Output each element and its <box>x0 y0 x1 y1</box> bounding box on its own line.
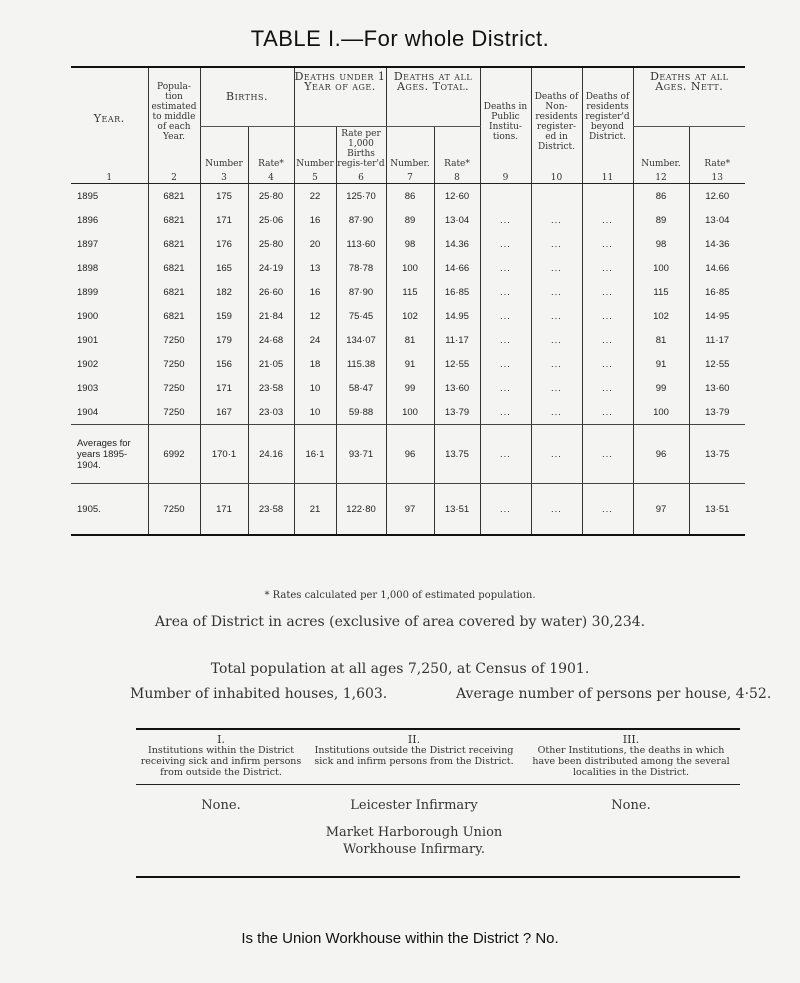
cell-u-num: 13 <box>294 256 336 280</box>
column-number: 11 <box>582 169 633 184</box>
cell-u-num: 18 <box>294 352 336 376</box>
cell-c9: ... <box>480 484 531 536</box>
table-row <box>71 304 745 328</box>
cell-n-num: 89 <box>633 208 689 232</box>
cell-year: 1899 <box>77 286 99 298</box>
cell-b-rate: 25·06 <box>248 208 294 232</box>
page-title: TABLE I.—For whole District. <box>250 26 550 51</box>
cell-c10: ... <box>531 352 582 376</box>
cell-a-num: 100 <box>386 256 434 280</box>
cell-a-rate: 13·04 <box>434 208 480 232</box>
cell-u-rate: 93·71 <box>336 425 386 484</box>
cell-c11: ... <box>582 232 633 256</box>
cell-b-num: 171 <box>200 484 248 536</box>
header-deaths-all-ages: Deaths at all Ages. Total. <box>386 68 480 127</box>
cell-year: 1903 <box>77 382 99 394</box>
cell-c11: ... <box>582 352 633 376</box>
cell-c9: ... <box>480 400 531 425</box>
cell-n-rate: 14·36 <box>689 232 745 256</box>
cell-pop: 6821 <box>148 256 200 280</box>
cell-a-num: 86 <box>386 184 434 209</box>
cell-n-rate: 11·17 <box>689 328 745 352</box>
column-number: 8 <box>434 169 480 184</box>
cell-c10: ... <box>531 256 582 280</box>
roman-numeral: II. <box>407 733 421 746</box>
cell-a-num: 98 <box>386 232 434 256</box>
cell-b-num: 176 <box>200 232 248 256</box>
cell-c9: ... <box>480 328 531 352</box>
cell-c10: ... <box>531 280 582 304</box>
cell-n-rate: 13·04 <box>689 208 745 232</box>
cell-c10: ... <box>531 328 582 352</box>
cell-year: Averages for years 1895-1904. <box>71 425 148 484</box>
cell-a-num: 100 <box>386 400 434 425</box>
cell-pop: 6821 <box>148 208 200 232</box>
column-number: 9 <box>480 169 531 184</box>
institution-name: Leicester Infirmary <box>350 798 478 813</box>
cell-b-rate: 25·80 <box>248 184 294 209</box>
column-number: 6 <box>336 169 386 184</box>
table-row <box>71 256 745 280</box>
cell-u-num: 21 <box>294 484 336 536</box>
cell-n-num: 96 <box>633 425 689 484</box>
cell-b-num: 171 <box>200 208 248 232</box>
cell-a-rate: 12·60 <box>434 184 480 209</box>
cell-u-num: 16 <box>294 280 336 304</box>
institutions-col1-value: None. <box>201 798 241 813</box>
cell-n-rate: 12.60 <box>689 184 745 209</box>
cell-pop: 7250 <box>148 352 200 376</box>
cell-u-rate: 87·90 <box>336 208 386 232</box>
cell-c10: ... <box>531 400 582 425</box>
cell-b-num: 171 <box>200 376 248 400</box>
institution-name: Market Harborough Union Workhouse Infirmary. <box>325 825 503 857</box>
cell-a-num: 115 <box>386 280 434 304</box>
cell-a-num: 97 <box>386 484 434 536</box>
cell-c11 <box>582 184 633 209</box>
cell-n-rate: 12·55 <box>689 352 745 376</box>
cell-a-rate: 16·85 <box>434 280 480 304</box>
cell-pop: 7250 <box>148 484 200 536</box>
cell-a-num: 99 <box>386 376 434 400</box>
header-births: Births. <box>200 68 294 127</box>
column-number: 12 <box>633 169 689 184</box>
header-residents-beyond: Deaths of residents register'd beyond District. <box>582 68 633 169</box>
cell-pop: 6992 <box>148 425 200 484</box>
cell-c11: ... <box>582 484 633 536</box>
cell-b-num: 182 <box>200 280 248 304</box>
cell-b-num: 165 <box>200 256 248 280</box>
cell-a-rate: 14·66 <box>434 256 480 280</box>
cell-a-num: 102 <box>386 304 434 328</box>
cell-year: 1904 <box>77 406 99 418</box>
header-year: Year. <box>93 111 125 125</box>
table-row <box>71 425 745 484</box>
cell-b-num: 159 <box>200 304 248 328</box>
cell-c9 <box>480 184 531 209</box>
header-all-rate: Rate* <box>434 127 480 170</box>
header-under1-rate: Rate per 1,000 Births regis-ter'd <box>336 127 386 170</box>
header-under1-number: Number <box>294 127 336 170</box>
cell-a-rate: 11·17 <box>434 328 480 352</box>
cell-n-num: 100 <box>633 256 689 280</box>
cell-u-rate: 125·70 <box>336 184 386 209</box>
roman-numeral: I. <box>217 733 225 746</box>
cell-n-num: 98 <box>633 232 689 256</box>
cell-pop: 6821 <box>148 184 200 209</box>
header-text: Other Institutions, the deaths in which have been distributed among the several localities in the District. <box>532 745 730 778</box>
cell-b-rate: 23·58 <box>248 484 294 536</box>
cell-pop: 6821 <box>148 304 200 328</box>
cell-b-rate: 23·58 <box>248 376 294 400</box>
cell-n-num: 102 <box>633 304 689 328</box>
table-row <box>71 184 745 209</box>
cell-u-num: 16·1 <box>294 425 336 484</box>
cell-a-num: 96 <box>386 425 434 484</box>
cell-c10 <box>531 184 582 209</box>
column-number: 2 <box>148 169 200 184</box>
cell-a-rate: 13.75 <box>434 425 480 484</box>
cell-u-num: 10 <box>294 400 336 425</box>
header-public-institutions: Deaths in Public Institu-tions. <box>480 68 531 169</box>
column-number: 3 <box>200 169 248 184</box>
institutions-col3-header <box>522 729 740 785</box>
area-note: Area of District in acres (exclusive of area covered by water) 30,234. <box>154 614 646 630</box>
cell-n-num: 99 <box>633 376 689 400</box>
cell-c11: ... <box>582 376 633 400</box>
cell-b-rate: 21·05 <box>248 352 294 376</box>
cell-b-num: 179 <box>200 328 248 352</box>
cell-b-num: 156 <box>200 352 248 376</box>
cell-c9: ... <box>480 280 531 304</box>
cell-year: 1902 <box>77 358 99 370</box>
header-births-rate: Rate* <box>248 127 294 170</box>
cell-u-rate: 59·88 <box>336 400 386 425</box>
cell-a-rate: 12·55 <box>434 352 480 376</box>
cell-u-rate: 122·80 <box>336 484 386 536</box>
header-nett-number: Number. <box>633 127 689 170</box>
cell-pop: 7250 <box>148 400 200 425</box>
table-row <box>71 376 745 400</box>
table-row <box>71 352 745 376</box>
cell-u-rate: 58·47 <box>336 376 386 400</box>
table-row <box>71 280 745 304</box>
cell-u-rate: 113·60 <box>336 232 386 256</box>
cell-c9: ... <box>480 376 531 400</box>
cell-c11: ... <box>582 256 633 280</box>
cell-n-rate: 13·79 <box>689 400 745 425</box>
cell-year: 1895 <box>77 190 99 202</box>
table-row <box>71 232 745 256</box>
cell-a-rate: 13·51 <box>434 484 480 536</box>
cell-b-rate: 24.16 <box>248 425 294 484</box>
header-all-number: Number. <box>386 127 434 170</box>
cell-n-num: 97 <box>633 484 689 536</box>
cell-c11: ... <box>582 328 633 352</box>
cell-pop: 7250 <box>148 376 200 400</box>
column-number: 1 <box>71 169 148 184</box>
cell-a-num: 89 <box>386 208 434 232</box>
cell-u-num: 10 <box>294 376 336 400</box>
cell-u-rate: 134·07 <box>336 328 386 352</box>
cell-a-num: 91 <box>386 352 434 376</box>
cell-n-num: 86 <box>633 184 689 209</box>
cell-u-rate: 115.38 <box>336 352 386 376</box>
cell-c11: ... <box>582 280 633 304</box>
cell-b-rate: 26·60 <box>248 280 294 304</box>
institutions-col3-value: None. <box>611 798 651 813</box>
table-row <box>71 208 745 232</box>
cell-b-rate: 24·68 <box>248 328 294 352</box>
table-row <box>71 400 745 425</box>
header-births-number: Number <box>200 127 248 170</box>
cell-a-rate: 13·60 <box>434 376 480 400</box>
cell-n-num: 100 <box>633 400 689 425</box>
cell-c9: ... <box>480 256 531 280</box>
cell-c10: ... <box>531 208 582 232</box>
cell-c10: ... <box>531 425 582 484</box>
cell-b-rate: 23·03 <box>248 400 294 425</box>
header-deaths-under-1: Deaths under 1 Year of age. <box>294 68 386 127</box>
column-number: 13 <box>689 169 745 184</box>
cell-u-rate: 78·78 <box>336 256 386 280</box>
cell-n-rate: 16·85 <box>689 280 745 304</box>
cell-c11: ... <box>582 400 633 425</box>
cell-u-rate: 87·90 <box>336 280 386 304</box>
cell-c9: ... <box>480 352 531 376</box>
cell-b-rate: 21·84 <box>248 304 294 328</box>
cell-c10: ... <box>531 484 582 536</box>
houses-note: Mumber of inhabited houses, 1,603. <box>130 686 388 702</box>
cell-c10: ... <box>531 304 582 328</box>
cell-b-num: 167 <box>200 400 248 425</box>
header-nett-rate: Rate* <box>689 127 745 170</box>
cell-n-rate: 13·60 <box>689 376 745 400</box>
cell-n-num: 91 <box>633 352 689 376</box>
roman-numeral: III. <box>622 733 640 746</box>
cell-n-rate: 14.66 <box>689 256 745 280</box>
header-text: Institutions outside the District receiving sick and infirm persons from the District. <box>314 745 514 767</box>
rates-footnote: * Rates calculated per 1,000 of estimated population. <box>264 590 536 601</box>
cell-c9: ... <box>480 304 531 328</box>
cell-b-num: 170·1 <box>200 425 248 484</box>
cell-u-num: 12 <box>294 304 336 328</box>
cell-c9: ... <box>480 425 531 484</box>
cell-u-num: 24 <box>294 328 336 352</box>
cell-n-rate: 14·95 <box>689 304 745 328</box>
cell-a-num: 81 <box>386 328 434 352</box>
cell-pop: 6821 <box>148 232 200 256</box>
cell-u-rate: 75·45 <box>336 304 386 328</box>
mortality-table <box>71 66 745 536</box>
cell-c11: ... <box>582 304 633 328</box>
institutions-col2-header <box>306 729 522 785</box>
cell-year: 1897 <box>77 238 99 250</box>
institutions-col1-header <box>136 729 306 785</box>
column-number: 10 <box>531 169 582 184</box>
cell-year: 1905. <box>71 484 148 536</box>
column-number: 4 <box>248 169 294 184</box>
cell-pop: 7250 <box>148 328 200 352</box>
header-deaths-nett: Deaths at all Ages. Nett. <box>633 68 745 127</box>
cell-c11: ... <box>582 425 633 484</box>
cell-year: 1898 <box>77 262 99 274</box>
cell-a-rate: 14.36 <box>434 232 480 256</box>
institutions-bottom-rule <box>136 876 740 878</box>
cell-u-num: 22 <box>294 184 336 209</box>
header-text: Institutions within the District receiving sick and infirm persons from outside the District. <box>140 745 302 778</box>
table-row <box>71 484 745 536</box>
cell-a-rate: 13·79 <box>434 400 480 425</box>
cell-pop: 6821 <box>148 280 200 304</box>
cell-b-num: 175 <box>200 184 248 209</box>
cell-a-rate: 14.95 <box>434 304 480 328</box>
institutions-table <box>136 728 740 859</box>
cell-c10: ... <box>531 232 582 256</box>
cell-n-num: 115 <box>633 280 689 304</box>
cell-c10: ... <box>531 376 582 400</box>
cell-u-num: 20 <box>294 232 336 256</box>
workhouse-question: Is the Union Workhouse within the District ? No. <box>241 930 559 947</box>
column-number: 7 <box>386 169 434 184</box>
table-row <box>71 328 745 352</box>
cell-n-num: 81 <box>633 328 689 352</box>
cell-c9: ... <box>480 232 531 256</box>
cell-c9: ... <box>480 208 531 232</box>
cell-u-num: 16 <box>294 208 336 232</box>
cell-b-rate: 25·80 <box>248 232 294 256</box>
header-non-residents: Deaths of Non-residents register-ed in District. <box>531 68 582 169</box>
cell-c11: ... <box>582 208 633 232</box>
cell-year: 1896 <box>77 214 99 226</box>
institutions-col2-value <box>306 785 522 860</box>
cell-year: 1900 <box>77 310 99 322</box>
population-note: Total population at all ages 7,250, at Census of 1901. <box>210 661 590 677</box>
persons-per-house-note: Average number of persons per house, 4·52. <box>456 686 772 702</box>
cell-n-rate: 13·51 <box>689 484 745 536</box>
column-number: 5 <box>294 169 336 184</box>
cell-n-rate: 13·75 <box>689 425 745 484</box>
cell-year: 1901 <box>77 334 99 346</box>
cell-b-rate: 24·19 <box>248 256 294 280</box>
header-population: Popula-tion estimated to middle of each Year. <box>148 68 200 169</box>
